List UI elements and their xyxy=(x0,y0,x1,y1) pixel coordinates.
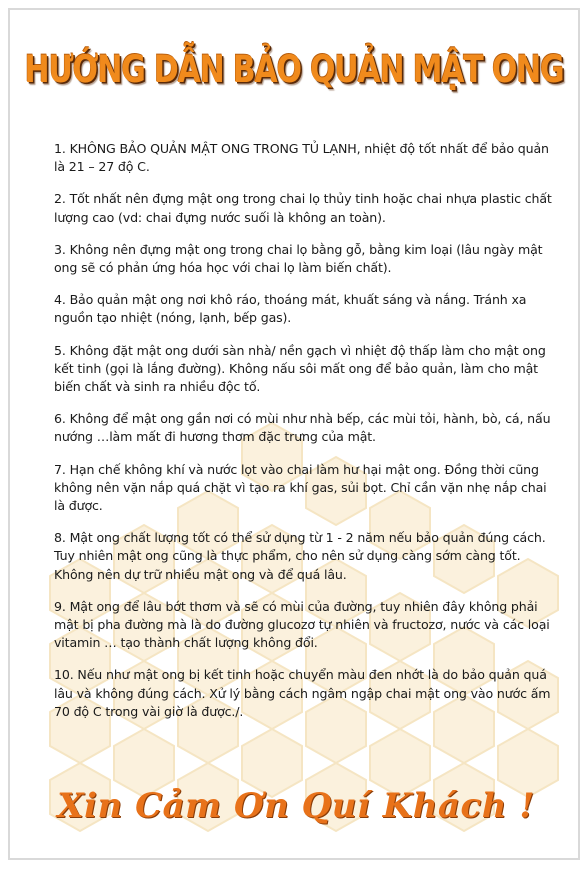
poster xyxy=(8,8,580,860)
poster-title: HƯỚNG DẪN BẢO QUẢN MẬT ONG xyxy=(24,48,564,92)
instruction-item: 1. KHÔNG BẢO QUẢN MẬT ONG TRONG TỦ LẠNH, nhiệt độ tốt nhất để bảo quản là 21 – 27 độ C. xyxy=(54,141,549,175)
instruction-item: 9. Mật ong để lâu bớt thơm và sẽ có mùi của đường, tuy nhiên đây không phải mật bị pha đường mà là do đường glucozơ tự nhiên và fructozơ, nước và các loại vitamin … tạo thành chất lượng không đổi. xyxy=(54,598,550,651)
thank-you-footer: Xin Cảm Ơn Quí Khách ! xyxy=(57,786,535,826)
instruction-list xyxy=(54,140,554,735)
instruction-item: 5. Không đặt mật ong dưới sàn nhà/ nền gạch vì nhiệt độ thấp làm cho mật ong kết tinh (gọi là lắng đường). Không nấu sôi mất ong để bảo quản, làm cho mật biến chất và sinh ra nhiều độc tố. xyxy=(54,342,546,395)
instruction-item: 7. Hạn chế không khí và nước lọt vào chai làm hư hại mật ong. Đồng thời cũng không nên vặn nắp quá chặt vì tạo ra khí gas, sủi bọt. Chỉ cần vặn nhẹ nắp chai là được. xyxy=(54,461,547,514)
instruction-item: 8. Mật ong chất lượng tốt có thể sử dụng từ 1 - 2 năm nếu bảo quản đúng cách. Tuy nhiên mật ong cũng là thực phẩm, cho nên sử dụng càng sớm càng tốt. Không nên dự trữ nhiều mật ong và để quá lâu. xyxy=(54,530,546,582)
instruction-item: 3. Không nên đựng mật ong trong chai lọ bằng gỗ, bằng kim loại (lâu ngày mật ong sẽ có phản ứng hóa học với chai lọ làm biến chất). xyxy=(54,241,543,276)
instruction-item: 10. Nếu như mật ong bị kết tinh hoặc chuyển màu đen nhớt là do bảo quản quá lâu và không đúng cách. Xử lý bằng cách ngâm ngập chai mật ong vào nước ấm 70 độ C trong vài giờ là được./. xyxy=(54,667,551,719)
instruction-item: 4. Bảo quản mật ong nơi khô ráo, thoáng mát, khuất sáng và nắng. Tránh xa nguồn tạo nhiệt (nóng, lạnh, bếp gas). xyxy=(54,292,527,326)
instruction-item: 2. Tốt nhất nên đựng mật ong trong chai lọ thủy tinh hoặc chai nhựa plastic chất lượng cao (vd: chai đựng nước suối là không an toàn). xyxy=(54,191,552,225)
instruction-item: 6. Không để mật ong gần nơi có mùi như nhà bếp, các mùi tỏi, hành, bò, cá, nấu nướng …làm mất đi hương thơm đặc trưng của mật. xyxy=(54,411,551,445)
